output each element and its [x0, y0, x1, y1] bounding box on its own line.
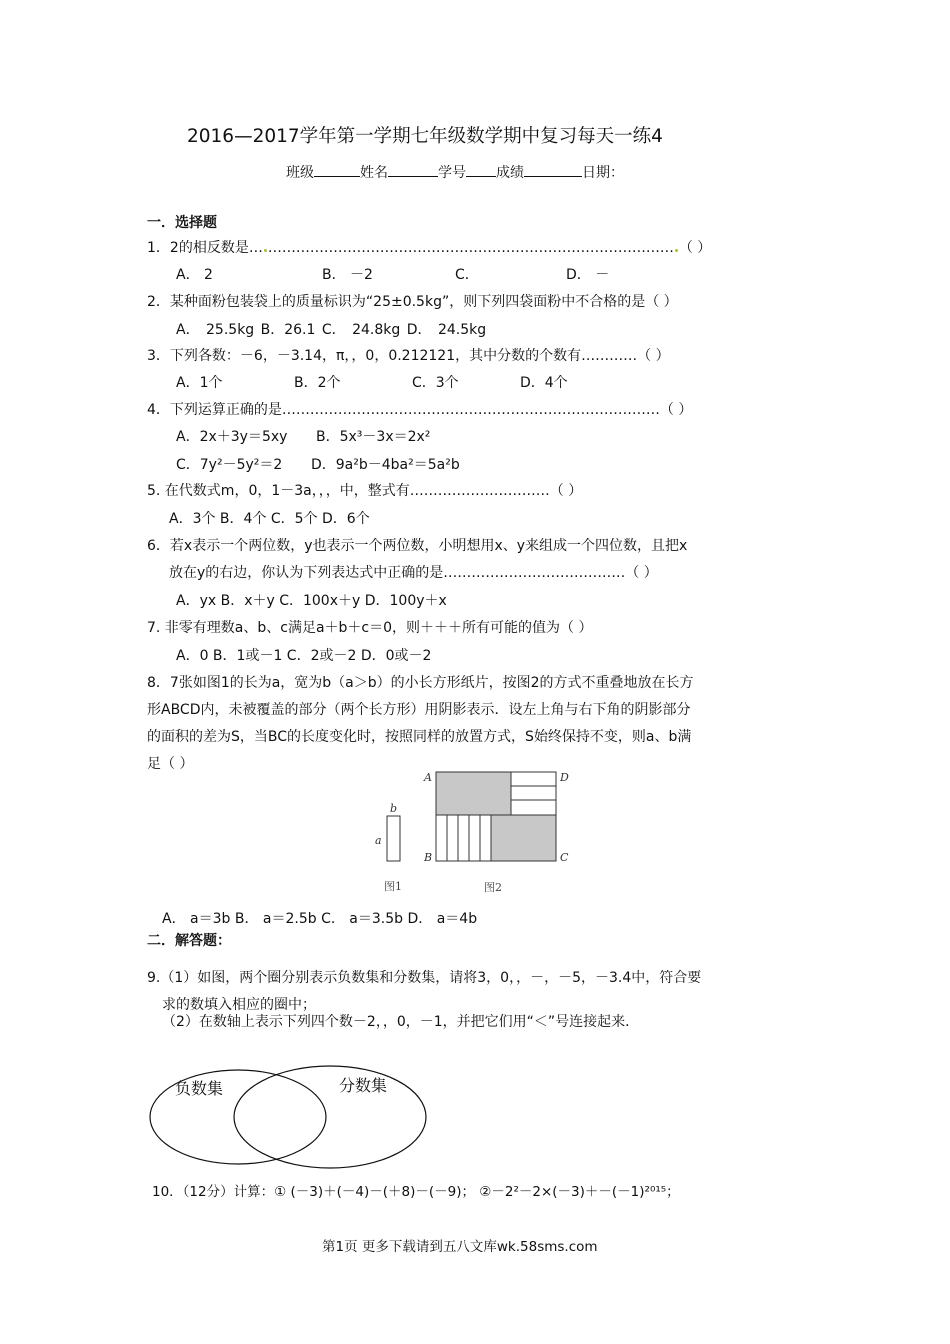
question-9-line-1: 9.（1）如图，两个圈分别表示负数集和分数集，请将3，0，，－，－5，－3.4中，符合要	[147, 970, 702, 986]
q4-option-b[interactable]: B．5x³－3x＝2x²	[316, 429, 431, 445]
corner-a: A	[424, 771, 432, 784]
id-label: 学号	[438, 165, 466, 181]
q6-options[interactable]: A．yx B．x＋y C．100x＋y D．100y＋x	[176, 593, 447, 609]
fig1-caption: 图1	[384, 880, 402, 893]
score-blank[interactable]	[524, 161, 582, 177]
section-answer-heading: 二．解答题：	[147, 933, 231, 949]
q5-options[interactable]: A．3个 B．4个 C．5个 D．6个	[169, 511, 370, 527]
section-choice-heading: 一．选择题	[147, 215, 217, 231]
q4-option-d[interactable]: D．9a²b－4ba²＝5a²b	[311, 457, 460, 473]
q1-option-a[interactable]: A． 2	[176, 267, 213, 283]
question-8-line-4: 足（ ）	[147, 756, 194, 772]
question-6-line-1: 6．若x表示一个两位数，y也表示一个两位数，小明想用x、y来组成一个四位数，且把x	[147, 538, 688, 554]
left-bottom-strips	[436, 815, 491, 861]
page-title: 2016—2017学年第一学期七年级数学期中复习每天一练4	[187, 126, 663, 147]
date-label: 日期	[582, 165, 610, 181]
question-8-line-3: 的面积的差为S，当BC的长度变化时，按照同样的放置方式，S始终保持不变，则a、b满	[147, 729, 692, 745]
corner-b: B	[424, 851, 433, 864]
question-4: 4．下列运算正确的是………………………………………………………………………（ ）	[147, 402, 693, 418]
mark-dot	[675, 249, 678, 252]
fig1-label-b: b	[390, 802, 398, 815]
question-10: 10．（12分）计算：① (－3)＋(－4)－(＋8)－(－9)； ②－2²－2×(－3)＋－(－1)²⁰¹⁵；	[152, 1184, 680, 1200]
q2-options[interactable]: A． 25.5kg B．26.1 C． 24.8kg D． 24.5kg	[176, 322, 487, 338]
fig1-rectangle	[387, 816, 400, 861]
class-label: 班级	[286, 165, 314, 181]
question-6-line-2: 放在y的右边，你认为下列表达式中正确的是…………………………………（ ）	[169, 565, 658, 581]
q7-options[interactable]: A．0 B．1或－1 C．2或－2 D．0或－2	[176, 648, 432, 664]
corner-d: D	[560, 771, 569, 784]
fig2-caption: 图2	[484, 881, 502, 894]
corner-c: C	[560, 851, 569, 864]
question-5: 5. 在代数式m，0，1－3a，，，中，整式有…………………………（ ）	[147, 483, 583, 499]
q4-option-c[interactable]: C．7y²－5y²＝2	[176, 457, 283, 473]
q1-dots: ……………………………………………………………………………	[267, 240, 674, 256]
question-9-line-3: （2）在数轴上表示下列四个数－2，，0，－1，并把它们用“＜”号连接起来．	[162, 1014, 640, 1030]
class-blank[interactable]	[314, 161, 360, 177]
venn-diagram	[145, 1060, 435, 1170]
name-label: 姓名	[360, 165, 388, 181]
id-blank[interactable]	[466, 161, 496, 177]
q8-figures	[360, 764, 580, 904]
question-3: 3．下列各数：－6，－3.14，π，，0，0.212121，其中分数的个数有…………（ ）	[147, 348, 670, 364]
question-9-line-2: 求的数填入相应的圈中；	[162, 997, 316, 1013]
q3-option-b[interactable]: B．2个	[294, 375, 341, 391]
question-8-line-1: 8．7张如图1的长为a，宽为b（a＞b）的小长方形纸片，按图2的方式不重叠地放在长方	[147, 675, 694, 691]
fraction-set-circle	[234, 1066, 426, 1168]
shaded-top-left	[436, 772, 511, 815]
q3-option-c[interactable]: C．3个	[412, 375, 459, 391]
mark-dot	[264, 249, 267, 252]
negative-set-label: 负数集	[175, 1079, 224, 1098]
score-label: 成绩	[496, 165, 524, 181]
q1-stem: 1．2的相反数是…	[147, 240, 263, 256]
q1-option-d[interactable]: D． －	[566, 267, 610, 283]
q4-option-a[interactable]: A．2x＋3y＝5xy	[176, 429, 288, 445]
question-1	[147, 238, 711, 258]
fraction-set-label: 分数集	[339, 1076, 388, 1095]
student-info-line	[286, 161, 624, 183]
date-colon: ：	[610, 165, 624, 181]
q3-option-a[interactable]: A．1个	[176, 375, 223, 391]
q1-paren: （ ）	[678, 240, 712, 256]
q1-option-b[interactable]: B． －2	[322, 267, 373, 283]
question-8-line-2: 形ABCD内，未被覆盖的部分（两个长方形）用阴影表示．设左上角与右下角的阴影部分	[147, 702, 691, 718]
question-7: 7. 非零有理数a、b、c满足a＋b＋c＝0，则＋＋＋所有可能的值为（ ）	[147, 620, 593, 636]
right-top-strips	[511, 772, 556, 815]
q1-option-c[interactable]: C．	[455, 267, 479, 283]
q8-options[interactable]: A． a＝3b B． a＝2.5b C． a＝3.5b D． a＝4b	[162, 911, 478, 927]
page-footer: 第1页 更多下载请到五八文库wk.58sms.com	[322, 1239, 598, 1255]
shaded-bottom-right	[491, 815, 556, 861]
fig1-label-a: a	[375, 834, 382, 847]
question-2: 2．某种面粉包装袋上的质量标识为“25±0.5kg”，则下列四袋面粉中不合格的是（ ）	[147, 294, 678, 310]
q3-option-d[interactable]: D．4个	[520, 375, 568, 391]
name-blank[interactable]	[388, 161, 438, 177]
